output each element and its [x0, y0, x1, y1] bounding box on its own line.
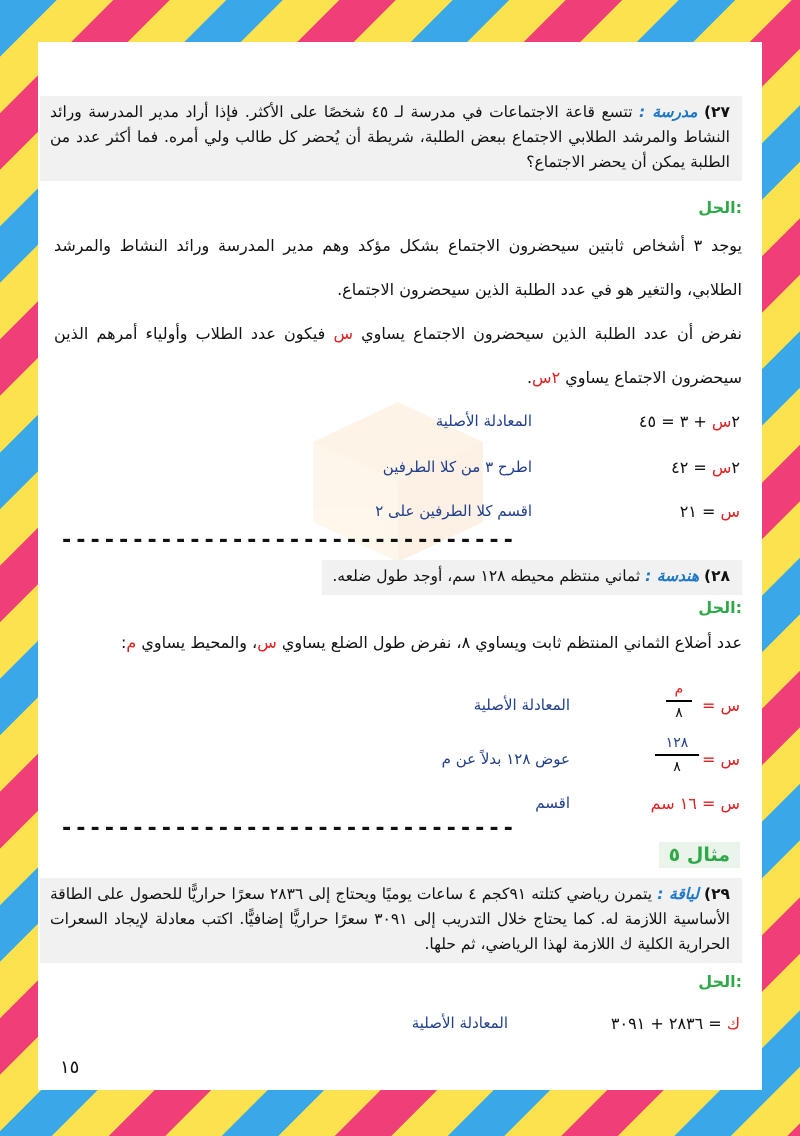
page-number: ١٥: [60, 1057, 80, 1078]
question-topic: مدرسة :: [639, 103, 698, 121]
solution-paragraph: نفرض أن عدد الطلبة الذين سيحضرون الاجتماع يساوي س فيكون عدد الطلاب وأولياء أمرهم الذين سيحضرون الاجتماع يساوي ٢س.: [54, 324, 742, 387]
question-number: ٢٩): [704, 885, 731, 903]
solution-paragraph: عدد أضلاع الثماني المنتظم ثابت ويساوي ٨، نفرض طول الضلع يساوي س، والمحيط يساوي م:: [121, 633, 742, 652]
example-heading: مثال ٥: [659, 842, 740, 868]
question-number: ٢٨): [703, 567, 730, 585]
fraction-denominator: ٨: [673, 758, 681, 775]
page-sheet: [38, 42, 762, 1090]
solution-paragraph: يوجد ٣ أشخاص ثابتين سيحضرون الاجتماع بشكل مؤكد وهم مدير المدرسة ورائد النشاط والمرشد الطلابي، والتغير هو في عدد الطلبة الذين سيحضرون الاجتماع.: [54, 236, 743, 299]
equation: س = ١٦ سم: [650, 794, 740, 813]
equation-step: اقسم: [535, 794, 570, 812]
equation-step: اطرح ٣ من كلا الطرفين: [382, 458, 532, 476]
solution-label: الحل:: [698, 972, 742, 991]
section-divider: --------------------------------: [60, 816, 516, 841]
problem-27: [40, 96, 742, 181]
section-divider: --------------------------------: [60, 528, 516, 553]
equation: ٢س + ٣ = ٤٥: [638, 412, 740, 431]
solution-label: الحل:: [698, 198, 742, 217]
fraction-numerator: ١٢٨: [665, 735, 689, 751]
fraction: [664, 680, 694, 722]
question-topic: لياقة :: [657, 885, 699, 903]
fraction: [654, 734, 700, 776]
equation-lhs: س =: [701, 750, 740, 769]
problem-29: [40, 878, 742, 963]
equation-step: اقسم كلا الطرفين على ٢: [375, 502, 532, 520]
question-text: تتسع قاعة الاجتماعات في مدرسة لـ ٤٥ شخصًا على الأكثر. فإذا أراد مدير المدرسة ورائد النشاط والمرشد الطلابي الاجتماع ببعض الطلبة، شريطة أن يُحضر كل طالب ولي أمره. فما أكثر عدد من الطلبة يمكن أن يحضر الاجتماع؟: [50, 103, 730, 171]
equation-step: المعادلة الأصلية: [435, 412, 532, 430]
variable: س: [333, 324, 353, 343]
question-text: ثماني منتظم محيطه ١٢٨ سم، أوجد طول ضلعه.: [332, 567, 641, 585]
equation: ك = ٢٨٣٦ + ٣٠٩١: [610, 1014, 740, 1033]
question-text: يتمرن رياضي كتلته ٩١كجم ٤ ساعات يوميًا ويحتاج إلى ٢٨٣٦ سعرًا حراريًّا للحصول على الطاقة الأساسية اللازمة له. كما يحتاج خلال التدريب إلى ٣٠٩١ سعرًا حراريًّا إضافيًّا. اكتب معادلة لإيجاد السعرات الحرارية الكلية ك اللازمة لهذا الرياضي، ثم حلها.: [50, 885, 730, 953]
equation-step: المعادلة الأصلية: [411, 1014, 508, 1032]
problem-28: [322, 560, 742, 595]
question-number: ٢٧): [703, 103, 730, 121]
variable: م: [126, 633, 137, 652]
fraction-numerator: م: [674, 681, 684, 697]
variable: س: [257, 633, 277, 652]
variable: ك: [726, 1014, 740, 1033]
equation-step: المعادلة الأصلية: [473, 696, 570, 714]
solution-label: الحل:: [698, 598, 742, 617]
equation-step: عوض ١٢٨ بدلاً عن م: [441, 750, 570, 768]
question-topic: هندسة :: [645, 567, 700, 585]
equation: س = ٢١: [679, 502, 740, 521]
variable: ٢س: [532, 368, 561, 387]
equation-lhs: س =: [701, 696, 740, 715]
fraction-denominator: ٨: [675, 704, 683, 721]
equation: ٢س = ٤٢: [671, 458, 740, 477]
